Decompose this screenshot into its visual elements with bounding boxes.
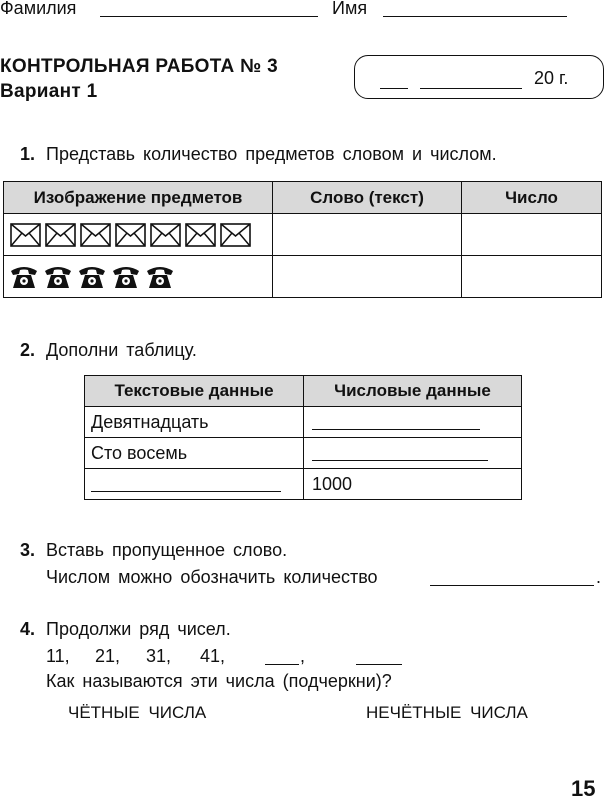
task-1-number: 1. (20, 144, 36, 164)
phone-icon (78, 264, 106, 290)
option-even-numbers[interactable]: ЧЁТНЫЕ ЧИСЛА (68, 703, 207, 722)
task-3-period: . (596, 567, 602, 587)
phone-icon (10, 264, 38, 290)
task-2-number-cell-3: 1000 (304, 469, 522, 500)
task-1-header-number: Число (462, 182, 602, 214)
task-3-sentence: Числом можно обозначить количество (46, 567, 378, 587)
task-1-word-cell-2[interactable] (273, 256, 462, 298)
envelope-icon (185, 223, 216, 247)
surname-field[interactable] (100, 16, 318, 17)
sequence-item-3: 31, (146, 646, 172, 666)
envelope-icon (45, 223, 76, 247)
sequence-blank-1[interactable] (265, 664, 299, 665)
task-2-header-text: Текстовые данные (85, 376, 304, 407)
date-year-text: 20 г. (534, 68, 569, 88)
task-4-number: 4. (20, 619, 36, 639)
sequence-blank-2[interactable] (356, 664, 402, 665)
task-1-table (3, 181, 602, 298)
task-2-number-cell-1[interactable] (304, 407, 522, 438)
task-2-header-number: Числовые данные (304, 376, 522, 407)
task-4-text: Продолжи ряд чисел. (46, 619, 231, 639)
sequence-item-2: 21, (95, 646, 121, 666)
task-1-text: Представь количество предметов словом и числом. (46, 144, 497, 164)
task-2-number-cell-2[interactable] (304, 438, 522, 469)
task-4-question: Как называются эти числа (подчеркни)? (46, 671, 392, 691)
option-odd-numbers[interactable]: НЕЧЁТНЫЕ ЧИСЛА (366, 703, 528, 722)
task-3-answer-line[interactable] (430, 585, 594, 586)
test-title: КОНТРОЛЬНАЯ РАБОТА № 3 (0, 56, 278, 77)
envelope-icon (115, 223, 146, 247)
task-1-number-cell-1[interactable] (462, 214, 602, 256)
task-1-header-images: Изображение предметов (4, 182, 273, 214)
task-2-table (84, 375, 522, 500)
task-1-word-cell-1[interactable] (273, 214, 462, 256)
date-day-field[interactable] (380, 88, 408, 89)
sequence-comma: , (300, 646, 306, 666)
sequence-item-1: 11, (46, 646, 70, 666)
sequence-item-4: 41, (200, 646, 226, 666)
task-2-text-cell-2: Сто восемь (85, 438, 304, 469)
envelope-icon (150, 223, 181, 247)
task-2-answer-line-2[interactable] (312, 460, 488, 461)
task-1-number-cell-2[interactable] (462, 256, 602, 298)
page-number: 15 (571, 776, 596, 801)
task-2-text-cell-1: Девятнадцать (85, 407, 304, 438)
task-1-header-word: Слово (текст) (273, 182, 462, 214)
surname-label: Фамилия (0, 0, 77, 18)
envelope-icon (80, 223, 111, 247)
date-month-field[interactable] (420, 88, 522, 89)
task-2-text: Дополни таблицу. (46, 340, 197, 360)
envelope-icon (220, 223, 251, 247)
variant-label: Вариант 1 (0, 81, 98, 102)
task-1-images-envelopes (4, 214, 273, 256)
task-2-answer-line-1[interactable] (312, 429, 480, 430)
phone-icon (44, 264, 72, 290)
name-label: Имя (332, 0, 368, 18)
task-3-number: 3. (20, 540, 36, 560)
phone-icon (112, 264, 140, 290)
phone-icon (146, 264, 174, 290)
name-field[interactable] (383, 16, 567, 17)
envelope-icon (10, 223, 41, 247)
task-3-text: Вставь пропущенное слово. (46, 540, 288, 560)
task-2-text-cell-3[interactable] (85, 469, 304, 500)
task-1-images-phones (4, 256, 273, 298)
task-2-answer-line-3[interactable] (91, 491, 281, 492)
task-2-number: 2. (20, 340, 36, 360)
